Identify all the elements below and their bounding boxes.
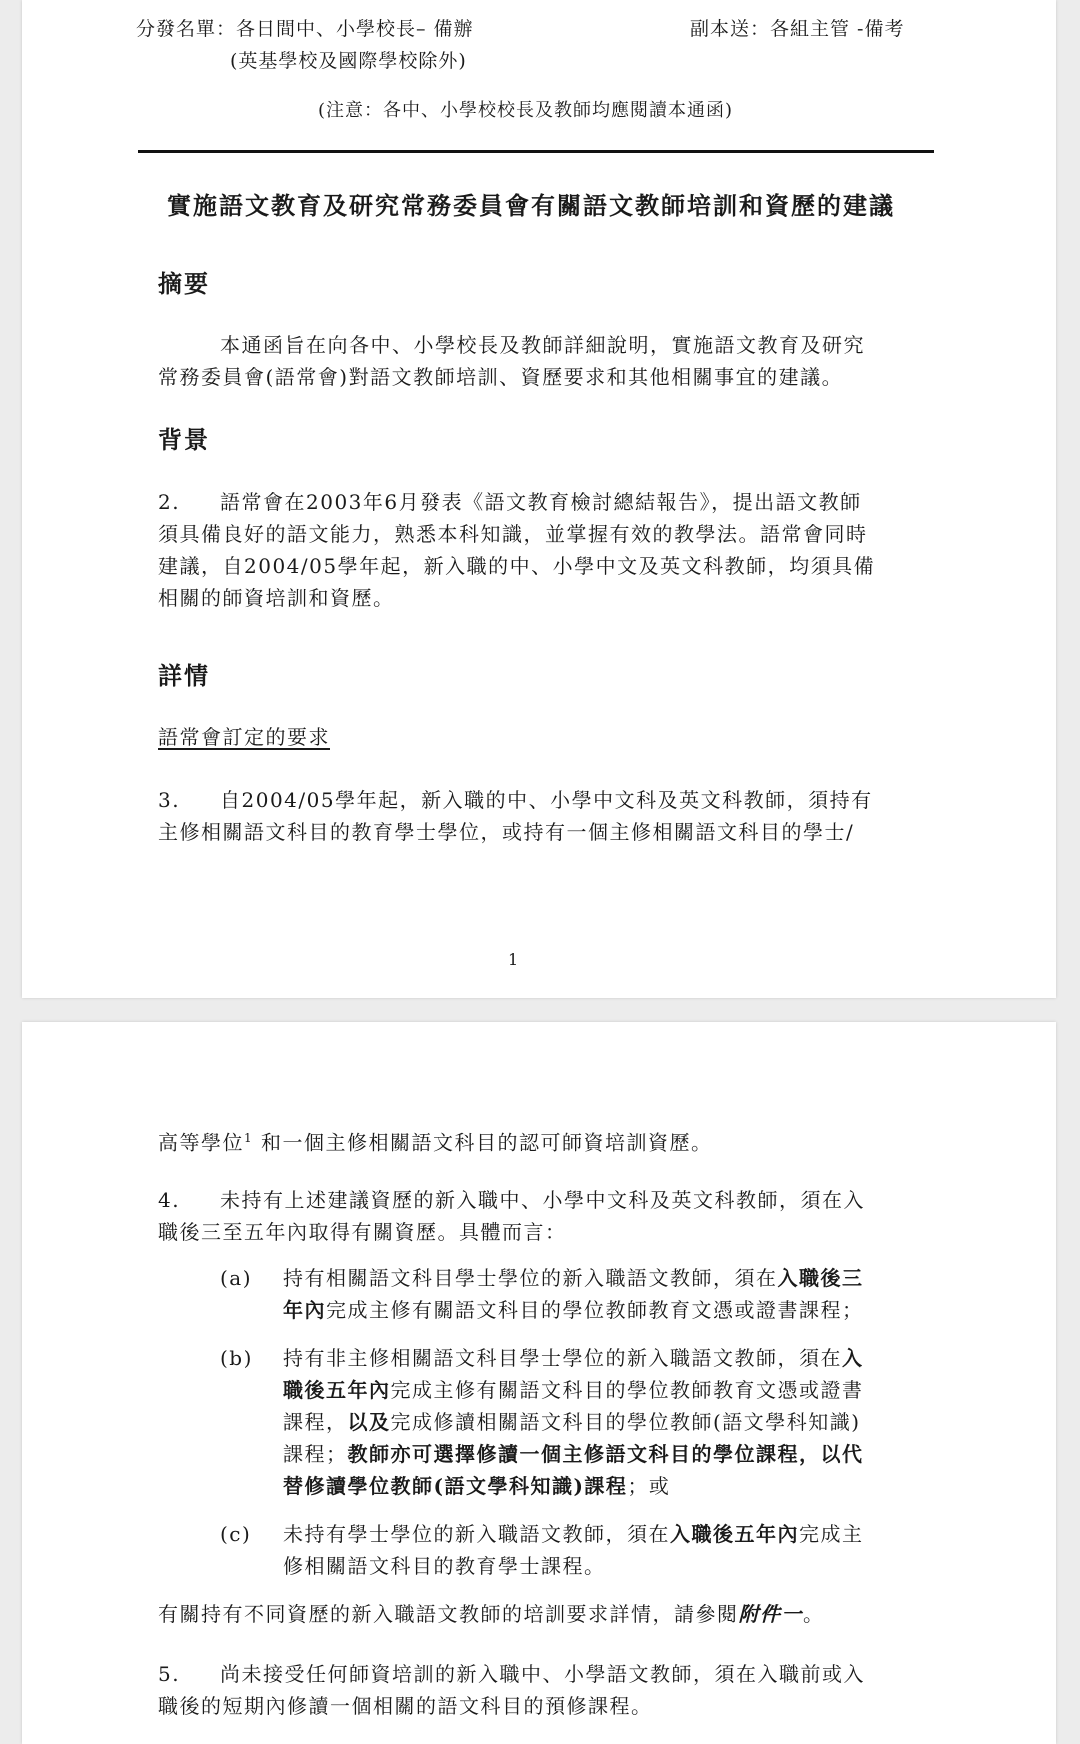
details-subheading: 語常會訂定的要求 [158,725,330,749]
document-page-2 [22,1022,1056,1744]
item-b-line: 職後五年內完成主修有關語文科目的學位教師教育文憑或證書 [283,1378,864,1402]
p5-line: 尚未接受任何師資培訓的新入職中、小學語文教師，須在入職前或入 [220,1662,865,1686]
item-a-line: 年內完成主修有關語文科目的學位教師教育文憑或證書課程； [283,1298,864,1322]
p5-line: 職後的短期內修讀一個相關的語文科目的預修課程。 [158,1694,653,1718]
summary-heading: 摘要 [158,269,210,298]
item-label: (c) [220,1522,252,1546]
p4-line: 未持有上述建議資歷的新入職中、小學中文科及英文科教師，須在入 [220,1188,865,1212]
paragraph-number: 3. [158,788,181,812]
item-b-line: 替修讀學位教師(語文學科知識)課程；或 [283,1474,671,1498]
p4-line: 職後三至五年內取得有關資歷。具體而言： [158,1220,567,1244]
page-number: 1 [508,950,519,969]
background-line: 須具備良好的語文能力，熟悉本科知識，並掌握有效的教學法。語常會同時 [158,522,868,546]
item-b-line: 課程，以及完成修讀相關語文科目的學位教師(語文學科知識) [283,1410,861,1434]
document-page-1 [22,0,1056,998]
page-title: 實施語文教育及研究常務委員會有關語文教師培訓和資歷的建議 [167,191,895,220]
distribution-list: 分發名單：各日間中、小學校長– 備辦 [136,18,474,40]
paragraph-number: 4. [158,1188,181,1212]
item-b-line: 持有非主修相關語文科目學士學位的新入職語文教師，須在入 [283,1346,864,1370]
footnote-marker: 1 [244,1131,254,1145]
reading-note: (注意：各中、小學校校長及教師均應閱讀本通函) [318,100,734,121]
background-line: 建議，自2004/05學年起，新入職的中、小學中文及英文科教師，均須具備 [158,554,876,578]
summary-line: 常務委員會(語常會)對語文教師培訓、資歷要求和其他相關事宜的建議。 [158,365,844,389]
header-rule [138,150,934,153]
annex-reference: 有關持有不同資歷的新入職語文教師的培訓要求詳情，請參閱附件一。 [158,1602,825,1626]
continuation-line: 高等學位$^1$ 和一個主修相關語文科目的認可師資培訓資歷。 [158,1130,713,1155]
item-label: (a) [220,1266,253,1290]
item-b-line: 課程；教師亦可選擇修讀一個主修語文科目的學位課程，以代 [283,1442,864,1466]
background-line: 相關的師資培訓和資歷。 [158,586,395,610]
item-c-line: 修相關語文科目的教育學士課程。 [283,1554,606,1578]
distribution-exclusion: (英基學校及國際學校除外) [230,50,467,72]
annex-link: 附件一 [738,1602,803,1626]
background-line: 語常會在2003年6月發表《語文教育檢討總結報告》，提出語文教師 [220,490,862,514]
copy-to: 副本送：各組主管 -備考 [690,18,905,40]
details-heading: 詳情 [158,661,210,690]
item-c-line: 未持有學士學位的新入職語文教師，須在入職後五年內完成主 [283,1522,864,1546]
paragraph-number: 2. [158,490,181,514]
details-line: 自2004/05學年起，新入職的中、小學中文科及英文科教師，須持有 [220,788,873,812]
item-a-line: 持有相關語文科目學士學位的新入職語文教師，須在入職後三 [283,1266,864,1290]
background-heading: 背景 [158,425,210,454]
item-label: (b) [220,1346,253,1370]
summary-line: 本通函旨在向各中、小學校長及教師詳細說明，實施語文教育及研究 [220,333,865,357]
paragraph-number: 5. [158,1662,181,1686]
details-line: 主修相關語文科目的教育學士學位，或持有一個主修相關語文科目的學士/ [158,820,855,844]
